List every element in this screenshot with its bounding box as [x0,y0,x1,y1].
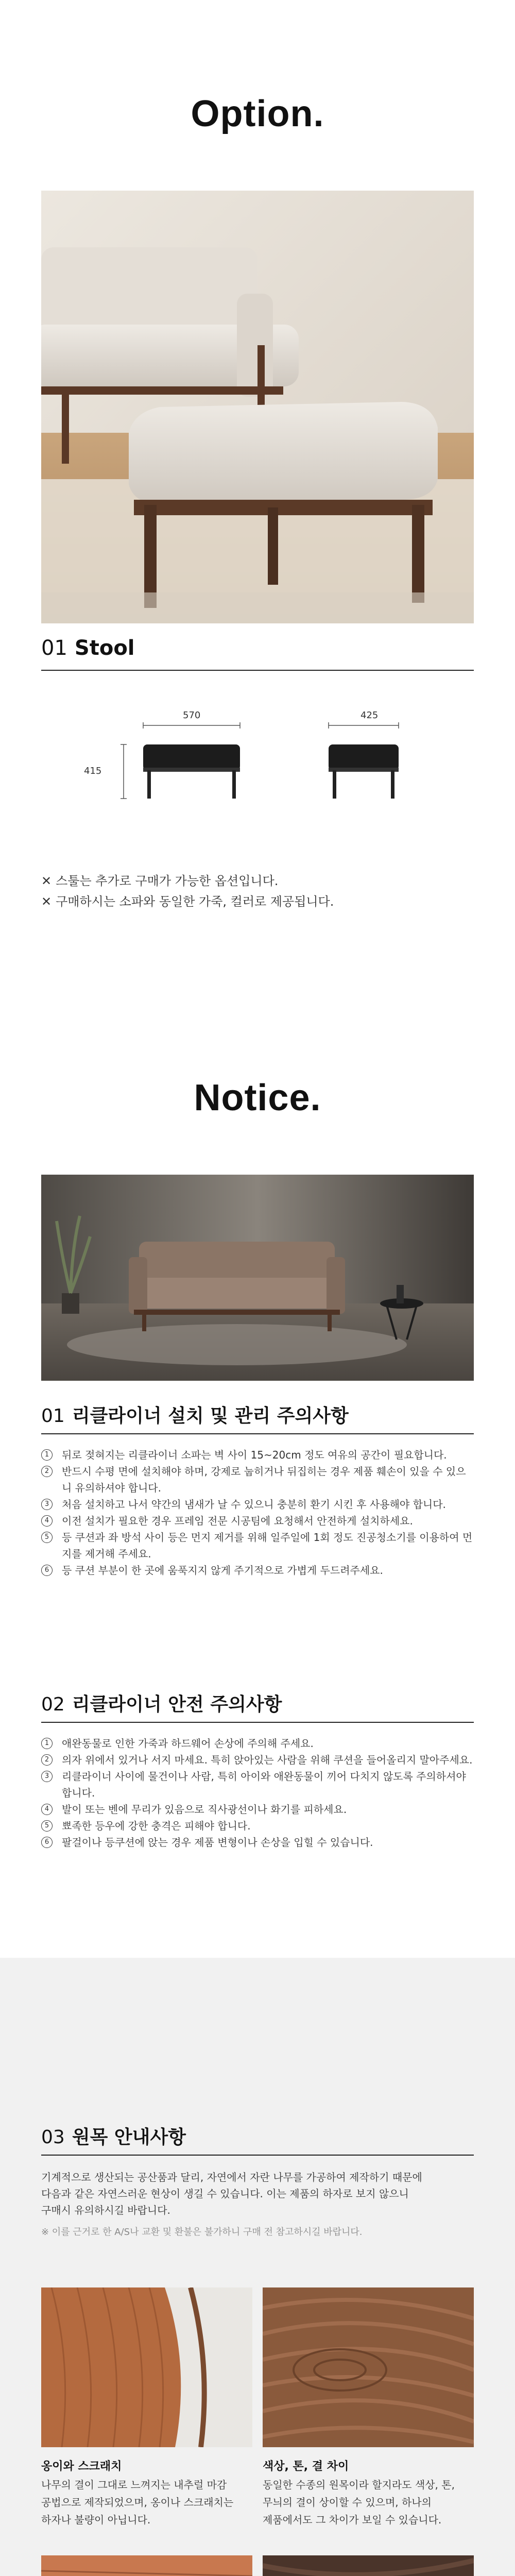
number-badge: 4 [41,1515,53,1527]
wood-intro: 기계적으로 생산되는 공산품과 달리, 자연에서 자란 나무를 가공하여 제작하기 때문에 다음과 같은 자연스러운 현상이 생길 수 있습니다. 이는 제품의 하자로 보지 않으니 구매시 유의하시길 바랍니다. [41,2171,422,2216]
number-badge: 5 [41,1820,53,1832]
stool-photo [41,191,474,623]
number-badge: 6 [41,1837,53,1848]
stool-height-label: 415 [84,766,102,776]
number-badge: 2 [41,1754,53,1766]
stool-number: 01 [41,636,67,660]
wood-card-2-body: 동일한 수종의 원목이라 할지라도 색상, 톤, 무늬의 결이 상이할 수 있으며, 하나의 제품에서도 그 차이가 보일 수 있습니다. [263,2479,455,2526]
number-badge: 5 [41,1532,53,1543]
stool-note-2: ✕ 구매하시는 소파와 동일한 가죽, 컬러로 제공됩니다. [41,894,334,909]
list-item: 1 애완동물로 인한 가죽과 하드웨어 손상에 주의해 주세요. [41,1735,474,1752]
list-item: 2 의자 위에서 있거나 서지 마세요. 특히 앉아있는 사람을 위해 쿠션을 들어올리지 말아주세요. [41,1752,474,1768]
wood-tanning-illustration [41,2555,252,2576]
list-item: 3 처음 설치하고 나서 약간의 냄새가 날 수 있으니 충분히 환기 시킨 후 사용해야 합니다. [41,1496,474,1513]
number-badge: 4 [41,1804,53,1815]
number-badge: 1 [41,1449,53,1461]
notice-section2-heading: 02 리클라이너 안전 주의사항 [41,1694,282,1715]
list-item: 5 뾰족한 등우에 강한 충격은 피해야 합니다. [41,1818,474,1834]
stool-divider [41,670,474,671]
wood-heading: 03 원목 안내사항 [41,2127,186,2148]
notice-section1-heading: 01 리클라이너 설치 및 관리 주의사항 [41,1405,349,1427]
notice-title: Notice. [194,1077,321,1118]
stool-depth-label: 425 [360,710,379,721]
stool-heading [41,636,135,660]
wood-divider [41,2155,474,2156]
option-title: Option. [191,93,324,134]
notice-section1-divider [41,1433,474,1434]
number-badge: 6 [41,1565,53,1576]
wood-knot-photo [41,2287,252,2447]
wood-card-2-title: 색상, 톤, 결 차이 [263,2460,349,2473]
number-badge: 1 [41,1738,53,1749]
wood-grain-photo [263,2287,474,2447]
wood-tanning-photo [41,2555,252,2576]
notice-section2-divider [41,1722,474,1723]
stool-photo-illustration [41,191,474,623]
list-item: 3 리클라이너 사이에 물건이나 사람, 특히 아이와 애완동물이 끼어 다치지 않도록 주의하셔야 합니다. [41,1768,474,1801]
list-item: 2 반드시 수평 면에 설치해야 하며, 강제로 눕히거나 뒤집히는 경우 제품 훼손이 있을 수 있으니 유의하셔야 합니다. [41,1463,474,1496]
wood-card-1-title: 옹이와 스크래치 [41,2460,122,2473]
wood-disclaimer: ※ 이를 근거로 한 A/S나 교환 및 환불은 불가하니 구매 전 참고하시길 바랍니다. [41,2227,363,2238]
list-item: 6 등 쿠션 부분이 한 곳에 움푹지지 않게 주기적으로 가볍게 두드려주세요. [41,1562,474,1579]
wood-knot-illustration [41,2287,252,2447]
sofa-room-photo [41,1175,474,1381]
list-item: 6 팔걸이나 등쿠션에 앉는 경우 제품 변형이나 손상을 입힐 수 있습니다. [41,1834,474,1851]
notice-section1-list [41,1447,474,1579]
number-badge: 3 [41,1771,53,1782]
stool-name: Stool [74,636,135,660]
list-item: 4 발이 또는 벤에 무리가 있음으로 직사광선이나 화기를 피하세요. [41,1801,474,1818]
notice-section2-list [41,1735,474,1851]
wood-crack-photo [263,2555,474,2576]
number-badge: 3 [41,1499,53,1510]
wood-card-1-body: 나무의 결이 그대로 느껴지는 내추럴 마감 공법으로 제작되었으며, 옹이나 스크래치는 하자나 불량이 아닙니다. [41,2479,234,2526]
stool-width-label: 570 [183,710,201,721]
stool-dimension-drawing [103,716,422,814]
stool-note-1: ✕ 스툴는 추가로 구매가 가능한 옵션입니다. [41,874,279,888]
wood-crack-illustration [263,2555,474,2576]
list-item: 1 뒤로 젖혀지는 리클라이너 소파는 벽 사이 15~20cm 정도 여유의 공간이 필요합니다. [41,1447,474,1463]
wood-grain-illustration [263,2287,474,2447]
list-item: 4 이전 설치가 필요한 경우 프레임 전문 시공팀에 요청해서 안전하게 설치하세요. [41,1513,474,1529]
number-badge: 2 [41,1466,53,1477]
list-item: 5 등 쿠션과 좌 방석 사이 등은 먼지 제거를 위해 일주일에 1회 정도 진공청소기를 이용하여 먼지를 제거해 주세요. [41,1529,474,1562]
sofa-room-illustration [41,1175,474,1381]
